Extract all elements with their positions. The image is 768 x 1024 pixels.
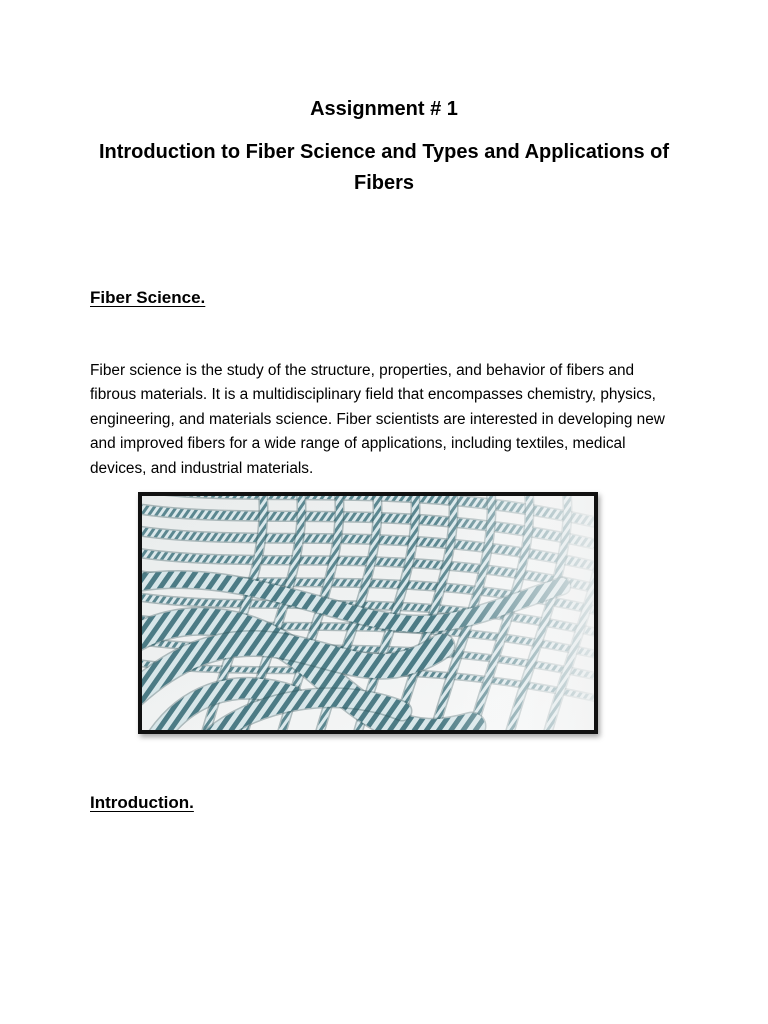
section-heading-fiber-science: Fiber Science. [90,288,206,307]
fiber-science-paragraph: Fiber science is the study of the structure, properties, and behavior of fibers and fibrous materials. It is a multidisciplinary field that encompasses chemistry, physics, engineering, and materials science. Fiber scientists are interested in developing new and improved fibers for a wide range of applications, including textiles, medical devices, and industrial materials. [90,362,665,477]
assignment-title: Assignment # 1 [310,98,458,120]
fiber-mesh-image [138,492,598,734]
fiber-mesh-illustration [142,496,594,730]
section-heading-introduction: Introduction. [90,793,194,812]
document-subtitle: Introduction to Fiber Science and Types and Applications of Fibers [98,141,670,194]
